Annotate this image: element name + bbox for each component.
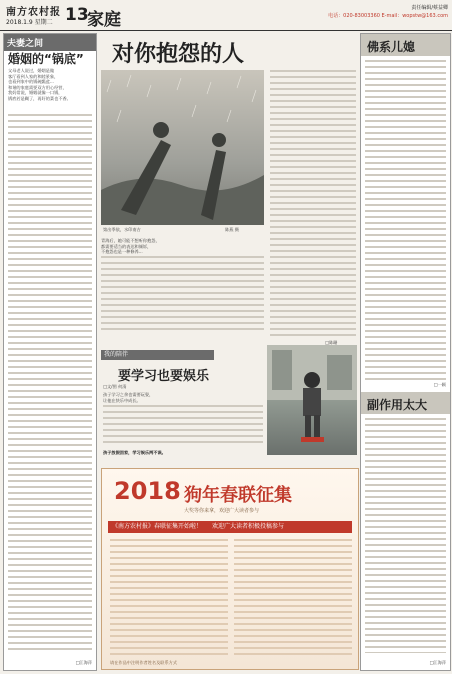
illustration-drawing [101, 70, 264, 225]
issue-date: 2018.1.9 星期二 [6, 19, 53, 26]
left-column-text-block [8, 114, 92, 654]
banner-section-right: 欢迎广大读者积极投稿参与 [211, 523, 284, 530]
main-article-lead [101, 238, 264, 255]
right-box2-author: □江海萍 [429, 660, 446, 666]
right-box2-title: 副作用太大 [367, 398, 428, 412]
main-article-text-block-left [101, 256, 264, 334]
left-column-kicker: 夫妻之间 [4, 34, 96, 51]
illustration-credit: 陈燕 摄 [225, 227, 239, 232]
body-line: 青海后，她可能不想听你抱怨， [101, 238, 160, 243]
sub-article-photo [267, 345, 357, 455]
editor-info [328, 4, 448, 20]
banner-title: 狗年春联征集 [184, 485, 292, 506]
editor-line: 责任编辑/蔡益卿 [411, 5, 448, 11]
body-line: 孩子学习之余也需要玩耍， [103, 392, 154, 397]
banner-text-right [234, 539, 352, 657]
right-box1-title: 佛系儿媳 [367, 40, 416, 54]
right-box2-text-block [365, 418, 446, 653]
left-column-body [8, 68, 92, 102]
right-box1-author: □一颖 [433, 382, 446, 387]
sub-article-author: □文/图 何清 [103, 384, 127, 389]
banner-footer-note: 请在作品中注明作者姓名及联系方式 [110, 660, 178, 666]
banner-section-left: 《南方农村报》春联征集开始啦！ [112, 523, 203, 530]
body-line: 不抱怨也是一种修养... [101, 249, 143, 255]
body-line: 父母老人说过，婚姻是做 [8, 68, 55, 73]
sub-article-text-block [103, 405, 263, 445]
right-box1-text-block [365, 60, 446, 380]
main-article-illustration [101, 70, 264, 225]
banner-subtitle: 大奖等你来拿，欢迎广大读者参与 [184, 508, 260, 514]
page-header [0, 0, 452, 31]
contact-line: 电话：020-83003360 E-mail：wopstw@163.com [328, 13, 448, 19]
sub-article-kicker: 我的陪伴 [101, 350, 214, 360]
banner-section-bar [108, 521, 352, 533]
body-line: 也看到家中的锅碗瓢盆... [8, 79, 54, 85]
newspaper-logo: 南方农村报 [6, 7, 61, 18]
illustration-caption: 第出季依，水印南吉 [103, 227, 141, 232]
left-column-box [3, 33, 97, 671]
sub-article-lead [103, 392, 263, 403]
body-line: 锅底若是糊了，再好的菜也不香。 [8, 95, 71, 101]
spring-couplet-banner [101, 468, 359, 670]
banner-text-left [110, 539, 228, 657]
left-column-title: 婚姻的“锅底” [8, 52, 84, 66]
banner-year: 2018 [114, 477, 181, 505]
child-skating-image [267, 345, 357, 455]
sub-article-title: 要学习也要娱乐 [118, 369, 210, 384]
main-article-text-block-right [270, 70, 356, 340]
sub-article-highlight: 孩子放假回家，学习娱乐两不误。 [103, 450, 166, 455]
body-line: 客厅看到人家的和睦景象， [8, 73, 59, 79]
body-line: 让他在快乐中成长。 [103, 397, 141, 403]
body-line: 都需要适当的表达和倾诉， [101, 243, 152, 249]
section-title: 家庭 [87, 10, 121, 30]
left-column-author: □江海萍 [75, 660, 92, 666]
right-column-box [360, 33, 451, 671]
main-article-author: □陈珊 [325, 340, 338, 345]
body-line: 我妈常说，婚姻就像一口锅， [8, 90, 63, 96]
main-article-title: 对你抱怨的人 [112, 42, 245, 67]
page-number: 13 [65, 5, 89, 25]
body-line: 和谐的家庭需要双方用心经营， [8, 84, 67, 90]
